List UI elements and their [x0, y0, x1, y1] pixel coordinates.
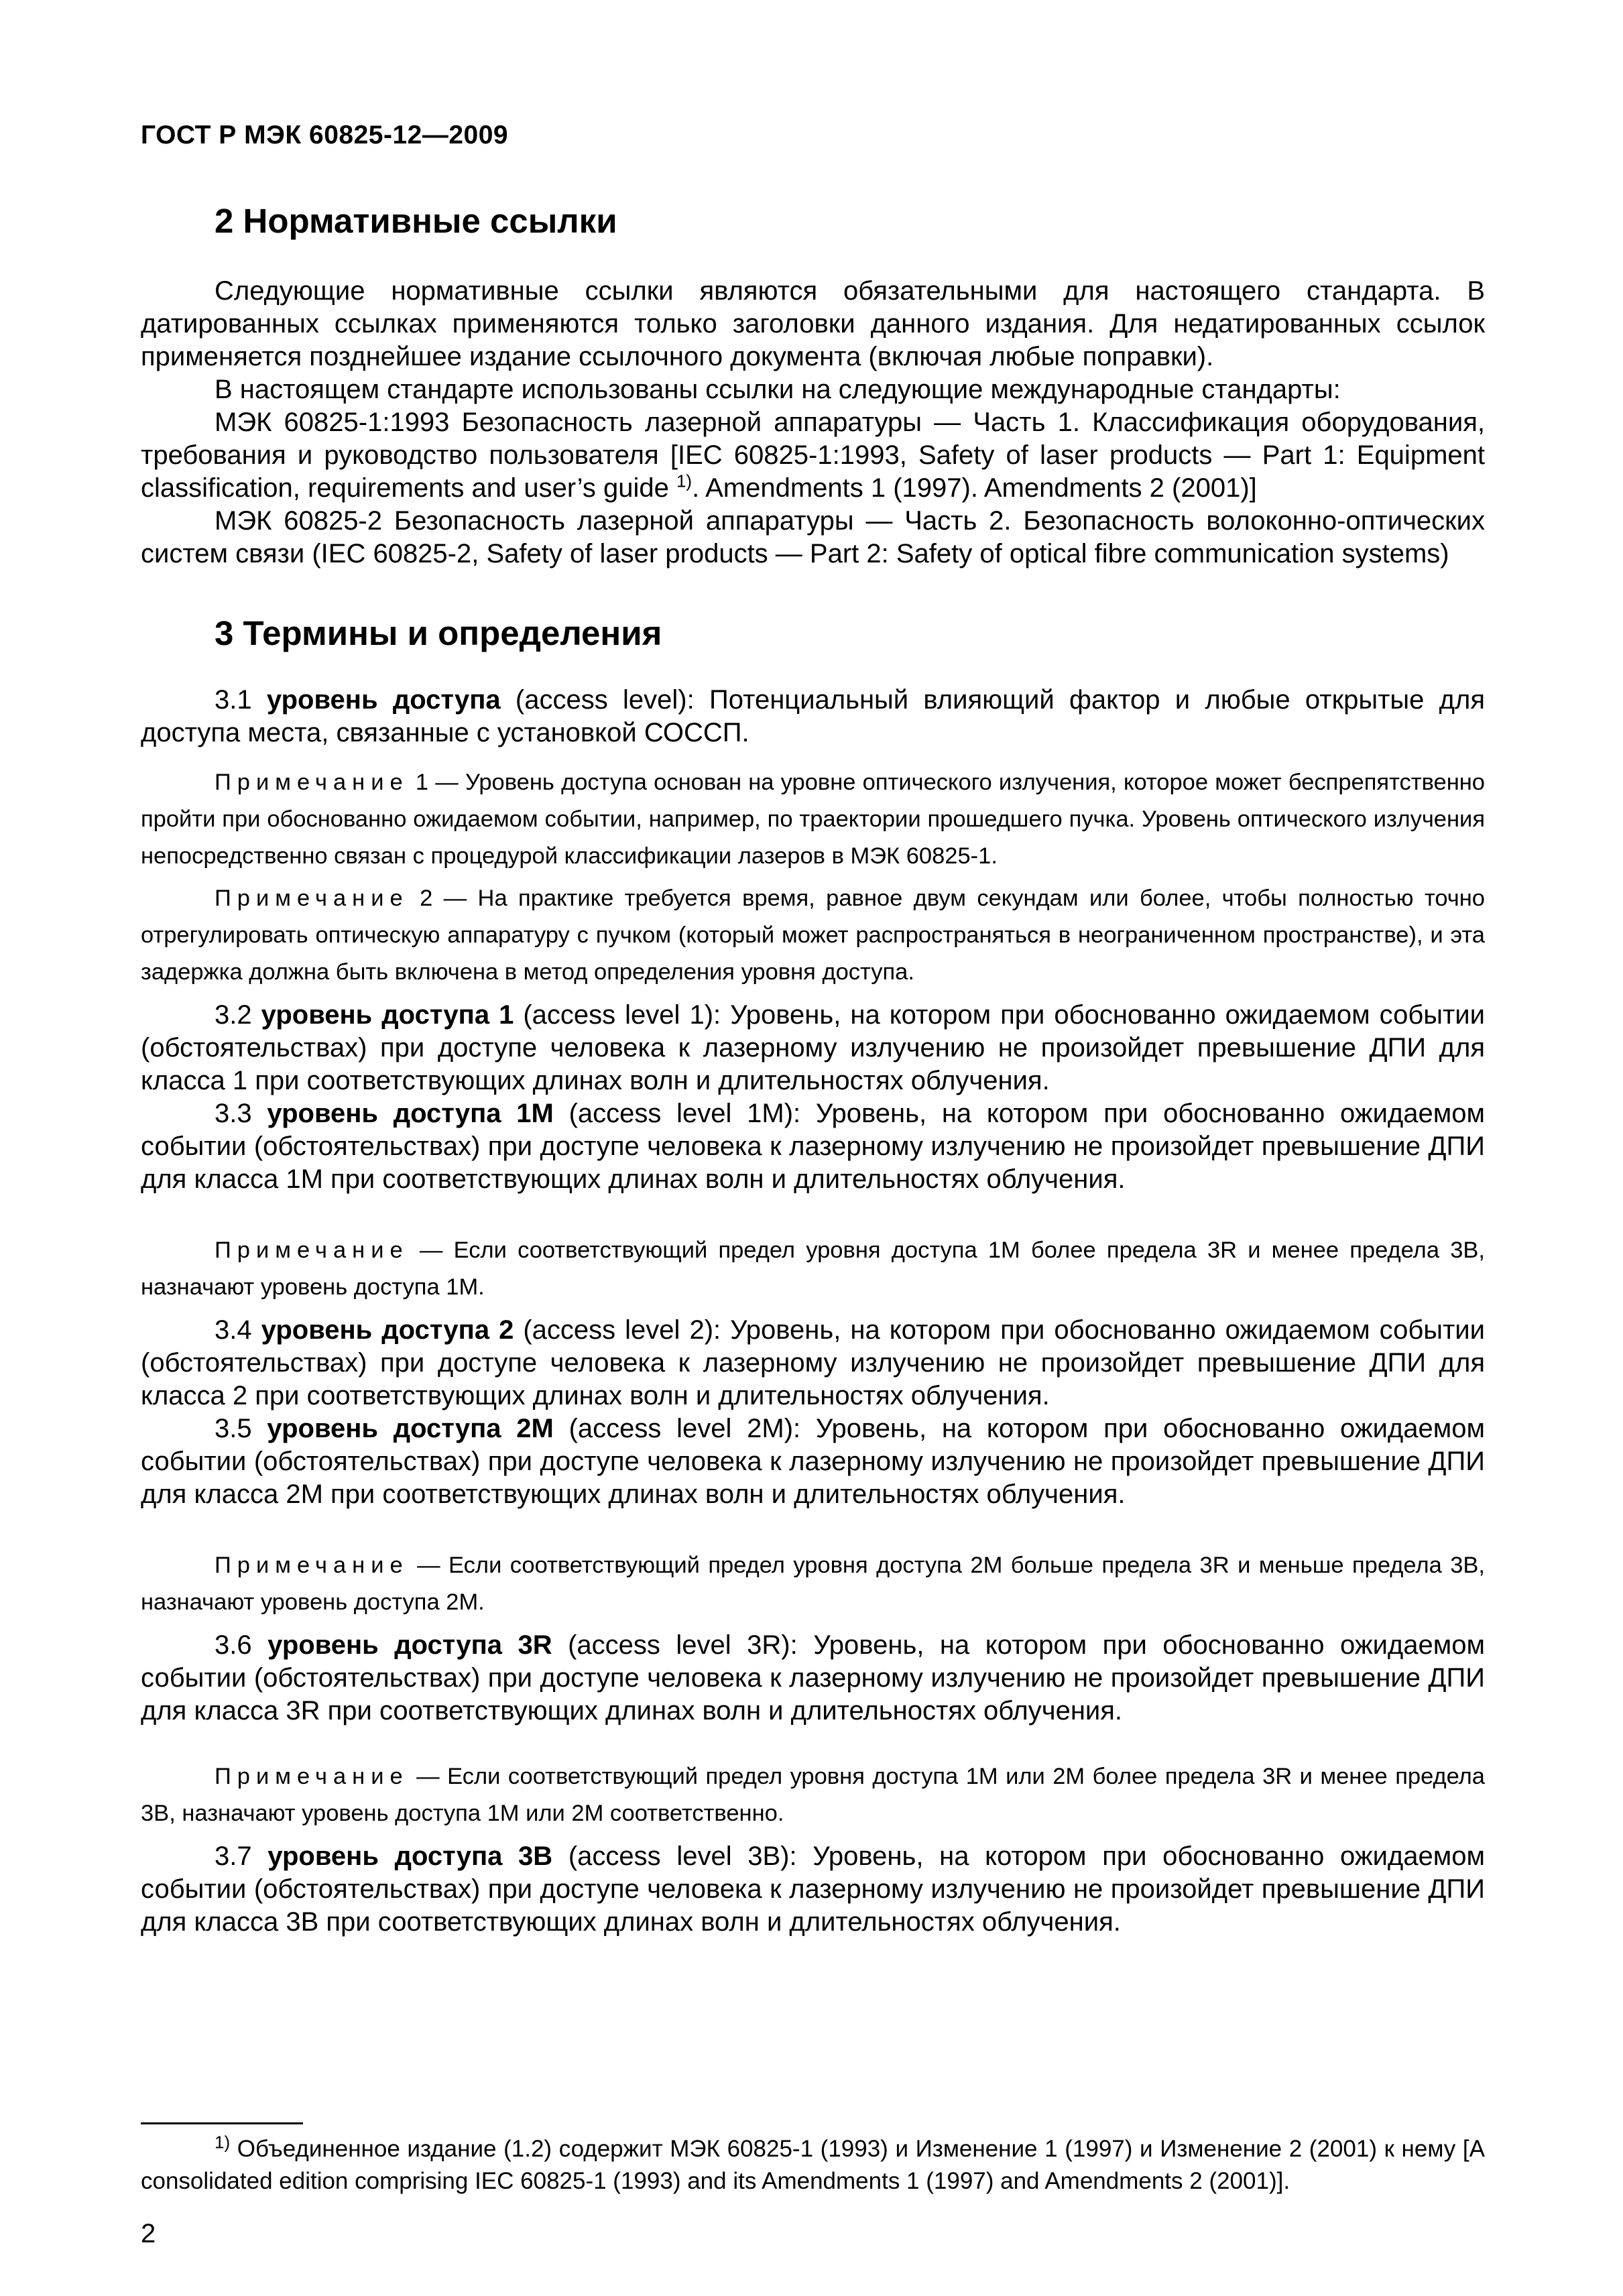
note-label: Примечание: [215, 1764, 409, 1789]
section-2-paragraph-2: В настоящем стандарте использованы ссылки на следующие международные стандарты:: [215, 375, 1341, 404]
term-definition: (access level 3B): Уровень, на котором при обоснованно ожидаемом событии (обстоятельствах) при доступе человека к лазерному излучению не произойдет превышение ДПИ для класса 3В при соответствующих длинах волн и длительностях облучения.: [141, 1841, 1485, 1937]
section-2-paragraph-1: Следующие нормативные ссылки являются обязательными для настоящего стандарта. В датированных ссылках применяются только заголовки данного издания. Для недатированных ссылок применяется позднейшее издание ссылочного документа (включая любые поправки).: [141, 276, 1485, 371]
term-3-3: [141, 1097, 1485, 1196]
term-name: уровень доступа: [266, 685, 501, 715]
section-2-title: 2 Нормативные ссылки: [215, 202, 617, 240]
term-definition: (access level 1): Уровень, на котором при обоснованно ожидаемом событии (обстоятельствах) при доступе человека к лазерному излучению не произойдет превышение ДПИ для класса 1 при соответствующих длинах волн и длительностях облучения.: [141, 1000, 1485, 1095]
note-label: Примечание: [215, 1237, 409, 1263]
note-text: — Если соответствующий предел уровня доступа 2М больше предела 3R и меньше предела 3В, назначают уровень доступа 2М.: [141, 1553, 1485, 1615]
note-2: [141, 880, 1485, 991]
term-3-4: [141, 1314, 1485, 1412]
reference-1-text-b: . Amendments 1 (1997). Amendments 2 (2001)]: [692, 473, 1257, 503]
term-3-2: [141, 999, 1485, 1097]
term-name: уровень доступа 3R: [267, 1630, 552, 1660]
note-text: — Если соответствующий предел уровня доступа 1М более предела 3R и менее предела 3В, назначают уровень доступа 1М.: [141, 1237, 1485, 1300]
term-definition: (access level 2): Уровень, на котором при обоснованно ожидаемом событии (обстоятельствах) при доступе человека к лазерному излучению не произойдет превышение ДПИ для класса 2 при соответствующих длинах волн и длительностях облучения.: [141, 1315, 1485, 1410]
section-3-title: 3 Термины и определения: [215, 614, 662, 652]
term-name: уровень доступа 2: [261, 1315, 514, 1345]
note-text: — Если соответствующий предел уровня доступа 1М или 2М более предела 3R и менее предела 3В, назначают уровень доступа 1М или 2М соответственно.: [141, 1764, 1485, 1826]
term-number: 3.6: [215, 1630, 268, 1660]
term-3-6: [141, 1629, 1485, 1728]
section-2-reference-2: МЭК 60825-2 Безопасность лазерной аппаратуры — Часть 2. Безопасность волоконно-оптических систем связи (IEC 60825-2, Safety of laser products — Part 2: Safety of optical fibre communication systems): [141, 506, 1485, 568]
terms-3-4-3-5: [141, 1314, 1485, 1511]
footnote-text: Объединенное издание (1.2) содержит МЭК 60825-1 (1993) и Изменение 1 (1997) и Изменение 2 (2001) к нему [A consolidated edition comprising IEC 60825-1 (1993) and its Amendments 1 (1997) and Amendments 2 (2001)].: [141, 2136, 1485, 2194]
term-definition: (access level 1M): Уровень, на котором при обоснованно ожидаемом событии (обстоятельствах) при доступе человека к лазерному излучению не произойдет превышение ДПИ для класса 1М при соответствующих длинах волн и длительностях облучения.: [141, 1099, 1486, 1194]
term-definition: (access level 3R): Уровень, на котором при обоснованно ожидаемом событии (обстоятельствах) при доступе человека к лазерному излучению не произойдет превышение ДПИ для класса 3R при соответствующих длинах волн и длительностях облучения.: [141, 1630, 1485, 1726]
note-text: 1 — Уровень доступа основан на уровне оптического излучения, которое может беспрепятственно пройти при обоснованно ожидаемом событии, например, по траектории прошедшего пучка. Уровень оптического излучения непосредственно связан с процедурой классификации лазеров в МЭК 60825-1.: [141, 770, 1485, 869]
note-label: Примечание: [215, 1553, 409, 1578]
section-2-body: [141, 275, 1485, 570]
term-definition: (access level): Потенциальный влияющий фактор и любые открытые для доступа места, связанные с установкой СОССП.: [141, 685, 1486, 747]
term-number: 3.3: [215, 1099, 267, 1128]
note-1: [141, 764, 1485, 875]
footnote-mark: 1): [215, 2132, 231, 2153]
footnote-marker: 1): [676, 471, 693, 491]
note-4: [141, 1547, 1485, 1621]
term-3-1: [141, 684, 1485, 749]
page-number: 2: [141, 2219, 156, 2248]
document-header: ГОСТ Р МЭК 60825-12—2009: [141, 121, 509, 149]
note-text: 2 — На практике требуется время, равное двум секундам или более, чтобы полностью точно отрегулировать оптическую аппаратуру с пучком (который может распространяться в неограниченном пространстве), и эта задержка должна быть включена в метод определения уровня доступа.: [141, 886, 1485, 985]
term-number: 3.5: [215, 1414, 267, 1443]
term-name: уровень доступа 3В: [267, 1841, 553, 1871]
reference-1-text-a: МЭК 60825-1:1993 Безопасность лазерной аппаратуры — Часть 1. Классификация оборудования, требования и руководство пользователя [IEC 60825-1:1993, Safety of laser products — Part 1: Equipment classification, requirements and user’s guide: [141, 408, 1485, 503]
term-name: уровень доступа 1М: [267, 1099, 554, 1128]
term-3-5: [141, 1412, 1485, 1511]
term-number: 3.4: [215, 1315, 261, 1345]
term-number: 3.1: [215, 685, 267, 715]
note-label: Примечание: [215, 886, 409, 911]
note-3: [141, 1232, 1485, 1306]
term-number: 3.2: [215, 1000, 261, 1030]
term-3-7: [141, 1840, 1485, 1939]
terms-3-2-3-3: [141, 999, 1485, 1196]
term-name: уровень доступа 2М: [267, 1414, 554, 1443]
section-2-reference-1: [141, 406, 1485, 505]
note-label: Примечание: [215, 770, 409, 795]
term-definition: (access level 2M): Уровень, на котором при обоснованно ожидаемом событии (обстоятельствах) при доступе человека к лазерному излучению не произойдет превышение ДПИ для класса 2М при соответствующих длинах волн и длительностях облучения.: [141, 1414, 1486, 1509]
footnote-separator: [141, 2122, 303, 2124]
term-name: уровень доступа 1: [261, 1000, 514, 1030]
footnote: [141, 2133, 1485, 2197]
note-5: [141, 1758, 1485, 1832]
term-number: 3.7: [215, 1841, 268, 1871]
